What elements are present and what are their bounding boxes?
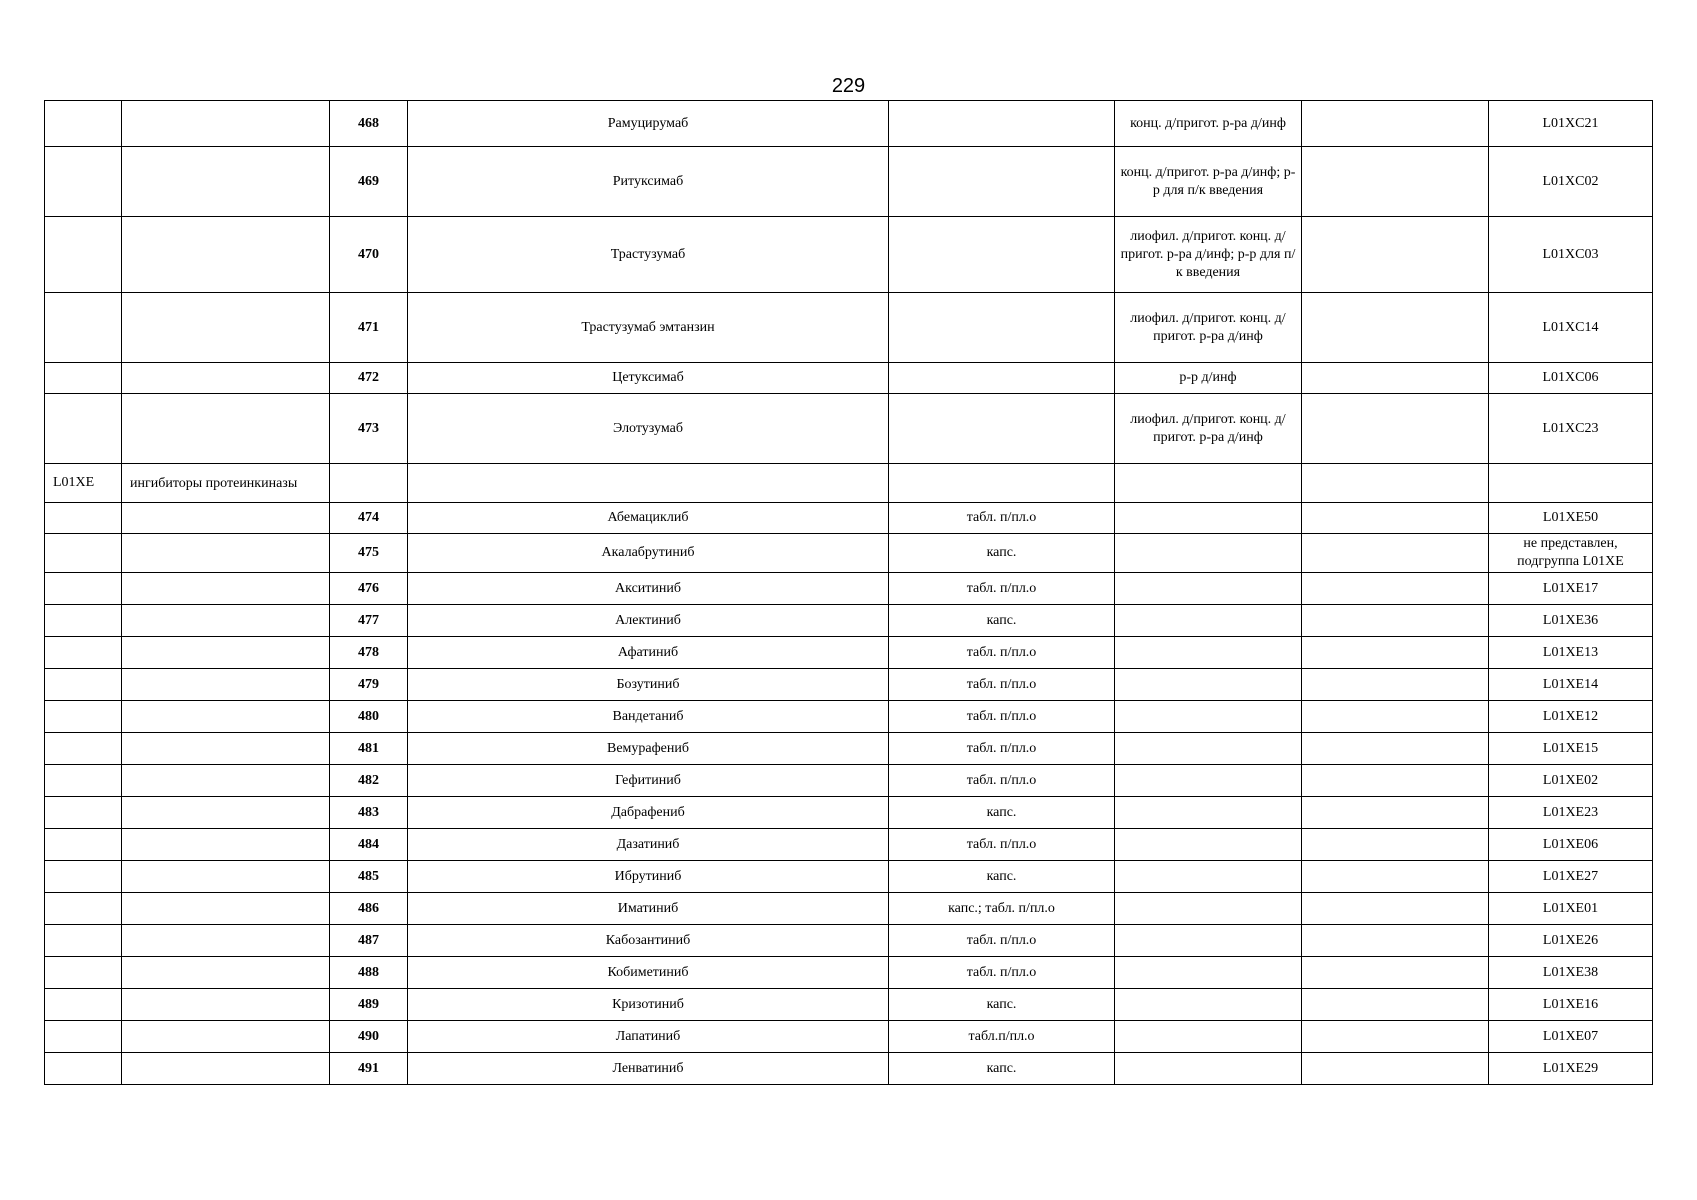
cell-dosage-form-tablets: капс. xyxy=(889,797,1115,829)
cell-atc-group-code xyxy=(45,534,122,573)
cell-atc-code: L01XC14 xyxy=(1489,293,1653,363)
cell-group-name xyxy=(122,669,330,701)
cell-atc-code: L01XE27 xyxy=(1489,861,1653,893)
cell-item-number: 484 xyxy=(330,829,408,861)
cell-atc-code xyxy=(1489,464,1653,503)
cell-extra xyxy=(1302,1053,1489,1085)
cell-item-number: 471 xyxy=(330,293,408,363)
cell-item-number: 469 xyxy=(330,147,408,217)
cell-dosage-form-injection xyxy=(1115,957,1302,989)
table-row xyxy=(45,464,1653,503)
cell-dosage-form-injection: р-р д/инф xyxy=(1115,363,1302,394)
cell-atc-code: не представлен, подгруппа L01XE xyxy=(1489,534,1653,573)
cell-extra xyxy=(1302,605,1489,637)
cell-group-name xyxy=(122,534,330,573)
cell-atc-code: L01XC21 xyxy=(1489,101,1653,147)
table-row xyxy=(45,957,1653,989)
cell-drug-name: Дазатиниб xyxy=(408,829,889,861)
cell-group-name xyxy=(122,101,330,147)
cell-dosage-form-tablets: табл. п/пл.о xyxy=(889,573,1115,605)
cell-drug-name: Вандетаниб xyxy=(408,701,889,733)
cell-extra xyxy=(1302,669,1489,701)
cell-dosage-form-injection xyxy=(1115,733,1302,765)
cell-atc-group-code xyxy=(45,669,122,701)
cell-dosage-form-tablets xyxy=(889,363,1115,394)
cell-atc-code: L01XE17 xyxy=(1489,573,1653,605)
cell-dosage-form-tablets: табл.п/пл.о xyxy=(889,1021,1115,1053)
cell-atc-code: L01XE36 xyxy=(1489,605,1653,637)
cell-group-name xyxy=(122,394,330,464)
cell-atc-group-code xyxy=(45,605,122,637)
cell-extra xyxy=(1302,147,1489,217)
cell-atc-group-code xyxy=(45,797,122,829)
cell-item-number: 478 xyxy=(330,637,408,669)
cell-atc-code: L01XE06 xyxy=(1489,829,1653,861)
table-row xyxy=(45,861,1653,893)
cell-dosage-form-injection xyxy=(1115,637,1302,669)
cell-group-name xyxy=(122,1021,330,1053)
cell-extra xyxy=(1302,503,1489,534)
table-row xyxy=(45,293,1653,363)
cell-group-name xyxy=(122,829,330,861)
cell-group-name xyxy=(122,637,330,669)
cell-drug-name: Кобиметиниб xyxy=(408,957,889,989)
cell-extra xyxy=(1302,637,1489,669)
cell-group-name xyxy=(122,293,330,363)
cell-atc-code: L01XE15 xyxy=(1489,733,1653,765)
cell-dosage-form-injection xyxy=(1115,573,1302,605)
cell-drug-name: Вемурафениб xyxy=(408,733,889,765)
cell-atc-group-code xyxy=(45,217,122,293)
cell-atc-code: L01XE12 xyxy=(1489,701,1653,733)
cell-extra xyxy=(1302,701,1489,733)
cell-extra xyxy=(1302,765,1489,797)
cell-dosage-form-injection xyxy=(1115,534,1302,573)
cell-dosage-form-tablets xyxy=(889,464,1115,503)
cell-item-number: 490 xyxy=(330,1021,408,1053)
table-row xyxy=(45,829,1653,861)
cell-dosage-form-injection xyxy=(1115,829,1302,861)
cell-dosage-form-injection xyxy=(1115,925,1302,957)
cell-drug-name: Элотузумаб xyxy=(408,394,889,464)
cell-dosage-form-injection: лиофил. д/пригот. конц. д/пригот. р-ра д/инф; р-р для п/к введения xyxy=(1115,217,1302,293)
table-row xyxy=(45,925,1653,957)
cell-atc-group-code xyxy=(45,1021,122,1053)
cell-dosage-form-injection xyxy=(1115,861,1302,893)
table-row xyxy=(45,101,1653,147)
cell-atc-code: L01XE29 xyxy=(1489,1053,1653,1085)
cell-dosage-form-tablets: табл. п/пл.о xyxy=(889,637,1115,669)
cell-group-name xyxy=(122,605,330,637)
cell-extra xyxy=(1302,573,1489,605)
cell-drug-name: Дабрафениб xyxy=(408,797,889,829)
cell-extra xyxy=(1302,925,1489,957)
table-row xyxy=(45,1053,1653,1085)
cell-item-number: 468 xyxy=(330,101,408,147)
cell-atc-group-code xyxy=(45,293,122,363)
cell-drug-name: Иматиниб xyxy=(408,893,889,925)
cell-dosage-form-tablets: табл. п/пл.о xyxy=(889,503,1115,534)
cell-atc-code: L01XC23 xyxy=(1489,394,1653,464)
cell-item-number: 474 xyxy=(330,503,408,534)
cell-atc-code: L01XE26 xyxy=(1489,925,1653,957)
cell-extra xyxy=(1302,893,1489,925)
cell-extra xyxy=(1302,957,1489,989)
cell-dosage-form-tablets: капс. xyxy=(889,534,1115,573)
cell-atc-code: L01XE13 xyxy=(1489,637,1653,669)
table-row xyxy=(45,893,1653,925)
cell-dosage-form-injection xyxy=(1115,765,1302,797)
cell-extra xyxy=(1302,861,1489,893)
cell-item-number: 479 xyxy=(330,669,408,701)
cell-dosage-form-tablets: капс.; табл. п/пл.о xyxy=(889,893,1115,925)
cell-dosage-form-injection xyxy=(1115,1053,1302,1085)
cell-dosage-form-injection: конц. д/пригот. р-ра д/инф xyxy=(1115,101,1302,147)
cell-item-number: 476 xyxy=(330,573,408,605)
cell-atc-group-code xyxy=(45,573,122,605)
cell-dosage-form-tablets xyxy=(889,394,1115,464)
table-row xyxy=(45,147,1653,217)
cell-extra xyxy=(1302,733,1489,765)
cell-atc-group-code xyxy=(45,861,122,893)
table-row xyxy=(45,1021,1653,1053)
cell-extra xyxy=(1302,797,1489,829)
cell-atc-group-code xyxy=(45,989,122,1021)
table-row xyxy=(45,701,1653,733)
cell-extra xyxy=(1302,1021,1489,1053)
cell-atc-group-code xyxy=(45,893,122,925)
table-row xyxy=(45,217,1653,293)
cell-atc-code: L01XE23 xyxy=(1489,797,1653,829)
cell-atc-code: L01XE01 xyxy=(1489,893,1653,925)
table-row xyxy=(45,765,1653,797)
cell-atc-code: L01XE02 xyxy=(1489,765,1653,797)
cell-item-number: 475 xyxy=(330,534,408,573)
cell-item-number: 489 xyxy=(330,989,408,1021)
cell-item-number: 486 xyxy=(330,893,408,925)
cell-atc-group-code xyxy=(45,394,122,464)
cell-atc-code: L01XC03 xyxy=(1489,217,1653,293)
cell-dosage-form-injection xyxy=(1115,701,1302,733)
cell-atc-code: L01XE38 xyxy=(1489,957,1653,989)
cell-atc-code: L01XE16 xyxy=(1489,989,1653,1021)
table-row xyxy=(45,989,1653,1021)
cell-atc-group-code xyxy=(45,1053,122,1085)
cell-group-name xyxy=(122,989,330,1021)
cell-group-name xyxy=(122,573,330,605)
cell-group-name xyxy=(122,733,330,765)
cell-group-name xyxy=(122,701,330,733)
cell-group-name xyxy=(122,925,330,957)
cell-dosage-form-injection xyxy=(1115,464,1302,503)
table-row xyxy=(45,394,1653,464)
cell-group-name xyxy=(122,893,330,925)
cell-dosage-form-tablets: капс. xyxy=(889,605,1115,637)
cell-dosage-form-tablets: табл. п/пл.о xyxy=(889,701,1115,733)
cell-group-name xyxy=(122,503,330,534)
page-number: 229 xyxy=(831,75,866,97)
cell-item-number: 483 xyxy=(330,797,408,829)
cell-drug-name: Гефитиниб xyxy=(408,765,889,797)
cell-extra xyxy=(1302,217,1489,293)
cell-dosage-form-injection xyxy=(1115,669,1302,701)
cell-item-number: 487 xyxy=(330,925,408,957)
cell-group-name xyxy=(122,1053,330,1085)
cell-atc-group-code xyxy=(45,957,122,989)
cell-drug-name: Ибрутиниб xyxy=(408,861,889,893)
cell-atc-group-code xyxy=(45,733,122,765)
cell-drug-name: Трастузумаб эмтанзин xyxy=(408,293,889,363)
cell-drug-name: Ленватиниб xyxy=(408,1053,889,1085)
table-row xyxy=(45,503,1653,534)
cell-atc-group-code xyxy=(45,765,122,797)
cell-item-number: 491 xyxy=(330,1053,408,1085)
cell-dosage-form-injection: конц. д/пригот. р-ра д/инф; р-р для п/к введения xyxy=(1115,147,1302,217)
cell-item-number: 482 xyxy=(330,765,408,797)
table-row xyxy=(45,797,1653,829)
cell-atc-code: L01XE07 xyxy=(1489,1021,1653,1053)
table-row xyxy=(45,363,1653,394)
cell-group-name xyxy=(122,861,330,893)
cell-dosage-form-tablets: табл. п/пл.о xyxy=(889,829,1115,861)
cell-atc-code: L01XC02 xyxy=(1489,147,1653,217)
cell-drug-name: Лапатиниб xyxy=(408,1021,889,1053)
cell-group-name xyxy=(122,217,330,293)
cell-drug-name: Кризотиниб xyxy=(408,989,889,1021)
cell-dosage-form-injection xyxy=(1115,503,1302,534)
cell-group-name xyxy=(122,147,330,217)
cell-drug-name: Акситиниб xyxy=(408,573,889,605)
cell-drug-name: Акалабрутиниб xyxy=(408,534,889,573)
cell-dosage-form-tablets xyxy=(889,101,1115,147)
table-row xyxy=(45,733,1653,765)
cell-drug-name: Трастузумаб xyxy=(408,217,889,293)
cell-dosage-form-tablets: табл. п/пл.о xyxy=(889,925,1115,957)
cell-drug-name: Бозутиниб xyxy=(408,669,889,701)
cell-atc-group-code xyxy=(45,363,122,394)
table-body xyxy=(45,101,1653,1085)
cell-dosage-form-injection xyxy=(1115,989,1302,1021)
cell-drug-name: Рамуцирумаб xyxy=(408,101,889,147)
cell-drug-name: Ритуксимаб xyxy=(408,147,889,217)
cell-dosage-form-injection: лиофил. д/пригот. конц. д/пригот. р-ра д/инф xyxy=(1115,394,1302,464)
cell-item-number xyxy=(330,464,408,503)
cell-dosage-form-injection xyxy=(1115,797,1302,829)
cell-extra xyxy=(1302,829,1489,861)
cell-dosage-form-tablets xyxy=(889,217,1115,293)
cell-item-number: 477 xyxy=(330,605,408,637)
cell-extra xyxy=(1302,101,1489,147)
cell-atc-group-code xyxy=(45,637,122,669)
cell-item-number: 470 xyxy=(330,217,408,293)
cell-dosage-form-injection xyxy=(1115,605,1302,637)
cell-drug-name: Абемациклиб xyxy=(408,503,889,534)
cell-drug-name: Афатиниб xyxy=(408,637,889,669)
cell-item-number: 485 xyxy=(330,861,408,893)
cell-group-name xyxy=(122,957,330,989)
cell-extra xyxy=(1302,363,1489,394)
cell-drug-name xyxy=(408,464,889,503)
cell-dosage-form-injection xyxy=(1115,893,1302,925)
cell-drug-name: Кабозантиниб xyxy=(408,925,889,957)
cell-atc-group-code xyxy=(45,147,122,217)
cell-dosage-form-injection xyxy=(1115,1021,1302,1053)
cell-item-number: 480 xyxy=(330,701,408,733)
table-row xyxy=(45,573,1653,605)
cell-item-number: 488 xyxy=(330,957,408,989)
cell-atc-group-code xyxy=(45,701,122,733)
cell-item-number: 473 xyxy=(330,394,408,464)
cell-item-number: 481 xyxy=(330,733,408,765)
cell-dosage-form-tablets: капс. xyxy=(889,989,1115,1021)
cell-atc-group-code xyxy=(45,829,122,861)
cell-group-name xyxy=(122,797,330,829)
table-row xyxy=(45,669,1653,701)
table-row xyxy=(45,637,1653,669)
cell-group-name: ингибиторы протеинкиназы xyxy=(122,464,330,503)
cell-item-number: 472 xyxy=(330,363,408,394)
cell-dosage-form-tablets xyxy=(889,293,1115,363)
cell-dosage-form-tablets xyxy=(889,147,1115,217)
table-row xyxy=(45,534,1653,573)
cell-dosage-form-injection: лиофил. д/пригот. конц. д/пригот. р-ра д/инф xyxy=(1115,293,1302,363)
cell-atc-code: L01XE50 xyxy=(1489,503,1653,534)
cell-extra xyxy=(1302,293,1489,363)
cell-extra xyxy=(1302,989,1489,1021)
cell-atc-group-code xyxy=(45,101,122,147)
table-row xyxy=(45,605,1653,637)
cell-atc-group-code: L01XE xyxy=(45,464,122,503)
cell-dosage-form-tablets: табл. п/пл.о xyxy=(889,669,1115,701)
cell-extra xyxy=(1302,534,1489,573)
cell-dosage-form-tablets: табл. п/пл.о xyxy=(889,957,1115,989)
cell-atc-group-code xyxy=(45,503,122,534)
cell-drug-name: Алектиниб xyxy=(408,605,889,637)
cell-extra xyxy=(1302,464,1489,503)
cell-dosage-form-tablets: табл. п/пл.о xyxy=(889,765,1115,797)
cell-atc-group-code xyxy=(45,925,122,957)
cell-dosage-form-tablets: капс. xyxy=(889,1053,1115,1085)
cell-group-name xyxy=(122,363,330,394)
cell-group-name xyxy=(122,765,330,797)
drug-table xyxy=(44,100,1653,1085)
cell-dosage-form-tablets: капс. xyxy=(889,861,1115,893)
cell-dosage-form-tablets: табл. п/пл.о xyxy=(889,733,1115,765)
cell-extra xyxy=(1302,394,1489,464)
cell-atc-code: L01XC06 xyxy=(1489,363,1653,394)
cell-atc-code: L01XE14 xyxy=(1489,669,1653,701)
cell-drug-name: Цетуксимаб xyxy=(408,363,889,394)
